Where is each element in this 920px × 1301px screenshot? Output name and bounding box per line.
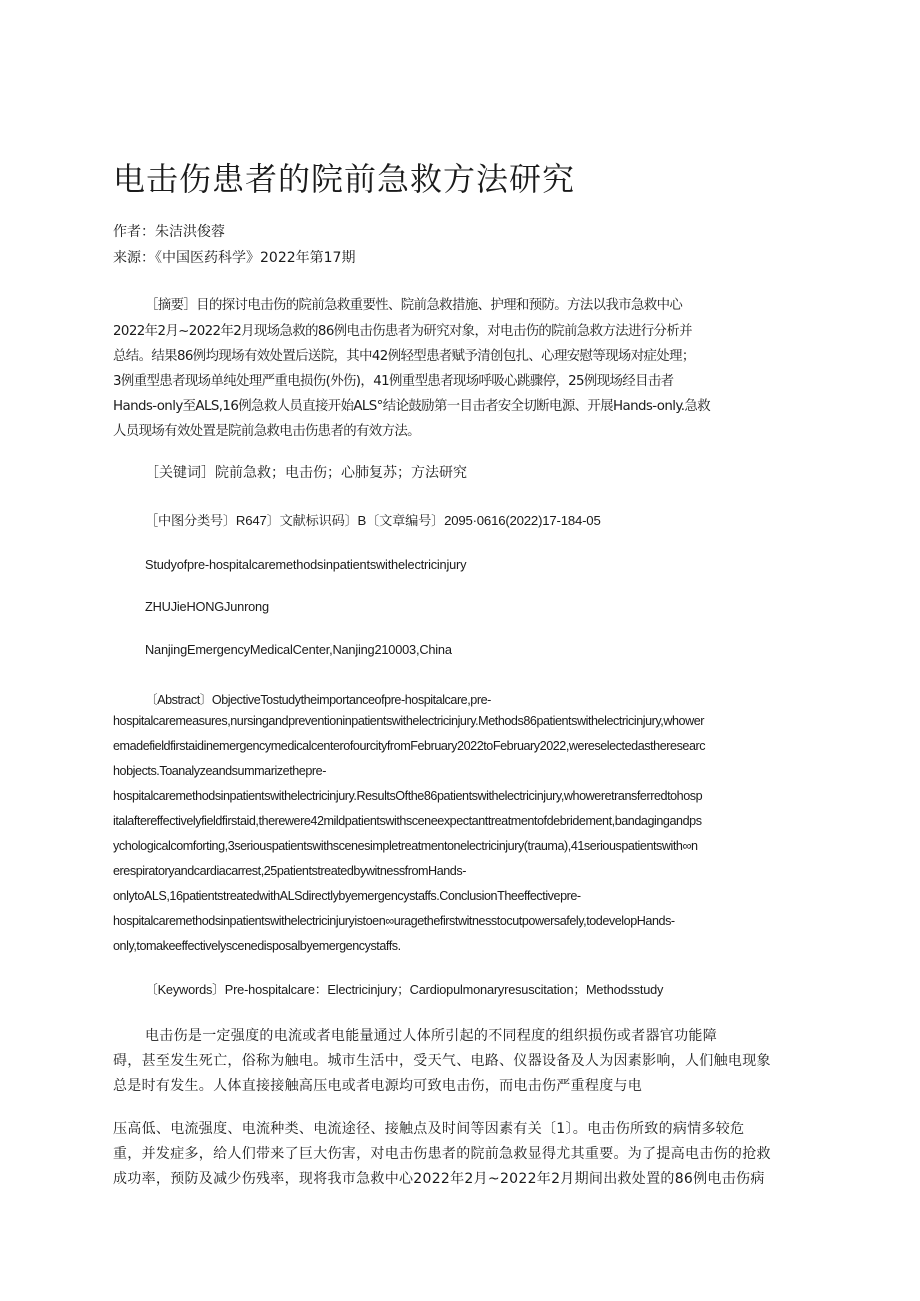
body-line: 电击伤是一定强度的电流或者电能量通过人体所引起的不同程度的组织损伤或者器官功能障	[145, 1028, 717, 1044]
abstract-en-line: hospitalcaremethodsinpatientswithelectricinjuryistoen∞uragethefirstwitnesstocutpowersafely,todevelopHands-	[113, 914, 675, 928]
abstract-cn-line: ［摘要］目的探讨电击伤的院前急救重要性、院前急救措施、护理和预防。方法以我市急救中心	[145, 298, 683, 313]
abstract-en-line: only,tomakeeffectivelyscenedisposalbyemergencystaffs.	[113, 939, 401, 953]
abstract-en-line: ychologicalcomforting,3seriouspatientswithscenesimpletreatmentonelectricinjury(trauma),41seriouspatientswith∞n	[113, 839, 698, 853]
abstract-en-line: 〔Abstract〕ObjectiveTostudytheimportanceofpre-hospitalcare,pre-	[145, 693, 491, 707]
english-authors: ZHUJieHONGJunrong	[145, 599, 269, 614]
keywords-en: 〔Keywords〕Pre-hospitalcare：Electricinjury；Cardiopulmonaryresuscitation；Methodsstudy	[145, 982, 664, 997]
english-affiliation: NanjingEmergencyMedicalCenter,Nanjing210003,China	[145, 642, 452, 657]
abstract-en-line: emadefieldfirstaidinemergencymedicalcenterofourcityfromFebruary2022toFebruary2022,wereselectedastheresearc	[113, 739, 706, 753]
body-line: 成功率，预防及减少伤残率，现将我市急救中心2022年2月~2022年2月期间出救处置的86例电击伤病	[113, 1171, 765, 1187]
body-line: 总是时有发生。人体直接接触高压电或者电源均可致电击伤，而电击伤严重程度与电	[113, 1078, 643, 1094]
abstract-cn-line: 人员现场有效处置是院前急救电击伤患者的有效方法。	[113, 424, 420, 439]
author-line: 作者：朱洁洪俊蓉	[113, 224, 225, 240]
body-line: 重，并发症多，给人们带来了巨大伤害，对电击伤患者的院前急救显得尤其重要。为了提高电击伤的抢救	[113, 1146, 771, 1162]
abstract-cn-line: 总结。结果86例均现场有效处置后送院，其中42例轻型患者赋予清创包扎、心理安慰等现场对症处理；	[113, 349, 695, 364]
body-line: 碍，甚至发生死亡，俗称为触电。城市生活中，受天气、电路、仪器设备及人为因素影响，人们触电现象	[113, 1053, 771, 1069]
abstract-cn-line: 3例重型患者现场单纯处理严重电损伤(外伤)，41例重型患者现场呼吸心跳骤停，25例现场经目击者	[113, 374, 674, 389]
abstract-cn-line: Hands-only至ALS,16例急救人员直接开始ALS°结论鼓励第一目击者安全切断电源、开展Hands-only.急救	[113, 399, 710, 414]
classification-line: ［中图分类号〕R647〕文献标识码〕B〔文章编号〕2095·0616(2022)17-184-05	[145, 513, 601, 528]
source-line: 来源：《中国医药科学》2022年第17期	[113, 250, 356, 266]
abstract-en-line: onlytoALS,16patientstreatedwithALSdirectlybyemergencystaffs.ConclusionTheeffectivepre-	[113, 889, 581, 903]
abstract-en-line: erespiratoryandcardiacarrest,25patientstreatedbywitnessfromHands-	[113, 864, 466, 878]
body-line: 压高低、电流强度、电流种类、电流途径、接触点及时间等因素有关〔1〕。电击伤所致的病情多较危	[113, 1121, 745, 1137]
abstract-en-line: italaftereffectivelyfieldfirstaid,therewere42mildpatientswithsceneexpectanttreatmentofdebridement,bandagingandps	[113, 814, 702, 828]
abstract-en-line: hobjects.Toanalyzeandsummarizethepre-	[113, 764, 326, 778]
article-title: 电击伤患者的院前急救方法研究	[113, 160, 576, 198]
abstract-en-line: hospitalcaremeasures,nursingandpreventioninpatientswithelectricinjury.Methods86patientswithelectricinjury,whower	[113, 714, 705, 728]
abstract-en-line: hospitalcaremethodsinpatientswithelectricinjury.ResultsOfthe86patientswithelectricinjury,whoweretransferredtohosp	[113, 789, 703, 803]
english-title: Studyofpre-hospitalcaremethodsinpatientswithelectricinjury	[145, 557, 467, 572]
abstract-cn-line: 2022年2月~2022年2月现场急救的86例电击伤患者为研究对象，对电击伤的院前急救方法进行分析并	[113, 324, 692, 339]
keywords-cn: ［关键词］院前急救；电击伤；心肺复苏；方法研究	[145, 465, 467, 481]
